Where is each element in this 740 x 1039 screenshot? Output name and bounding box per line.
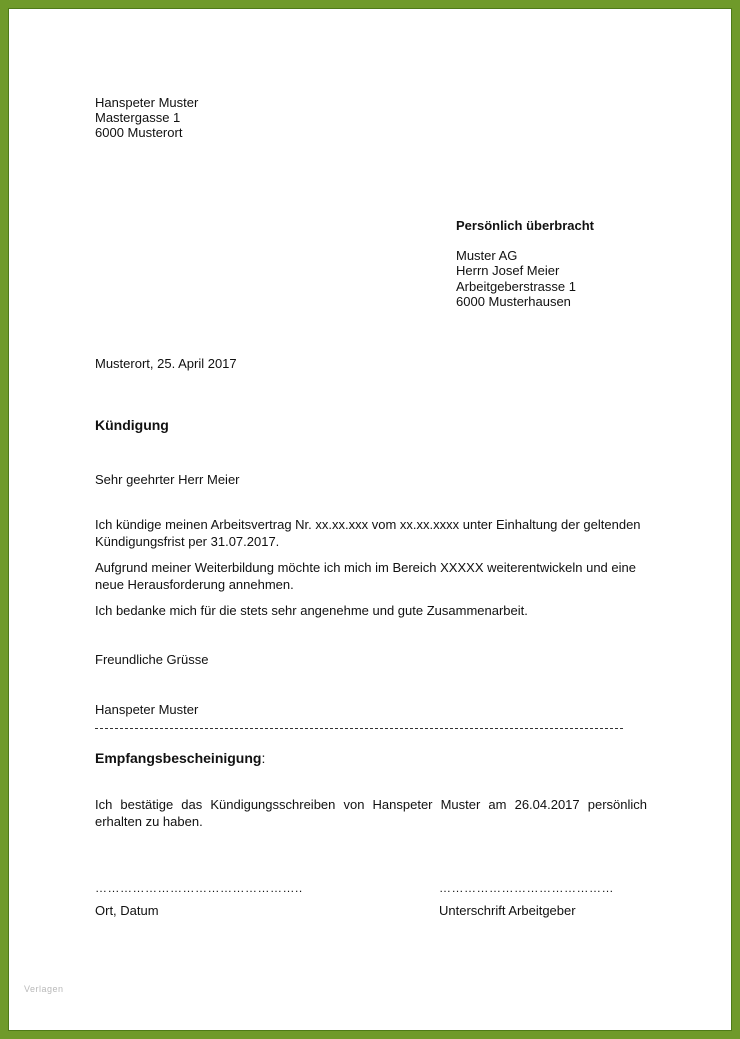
- body-paragraph-2: Aufgrund meiner Weiterbildung möchte ich mich im Bereich XXXXX weiterentwickeln und eine neue Herausforderung annehmen.: [95, 560, 636, 592]
- employer-signature-line: ……………………………………: [439, 881, 614, 895]
- place-date: Musterort, 25. April 2017: [95, 356, 237, 371]
- letter-subject: Kündigung: [95, 417, 169, 433]
- body-paragraph-3: Ich bedanke mich für die stets sehr angenehme und gute Zusammenarbeit.: [95, 603, 528, 618]
- closing: Freundliche Grüsse: [95, 652, 209, 667]
- body-paragraph-1: Ich kündige meinen Arbeitsvertrag Nr. xx.xx.xxx vom xx.xx.xxxx unter Einhaltung der geltenden Kündigungsfrist per 31.07.2017.: [95, 517, 641, 549]
- recipient-city: 6000 Musterhausen: [456, 294, 571, 309]
- receipt-heading: Empfangsbescheinigung: [95, 750, 262, 766]
- receipt-text: Ich bestätige das Kündigungsschreiben von Hanspeter Muster am 26.04.2017 persönlich erhalten zu haben.: [95, 797, 647, 829]
- receipt-heading-suffix: :: [261, 750, 266, 766]
- delivery-note: Persönlich überbracht: [456, 218, 594, 233]
- date-signature-line: …………………………………………..: [95, 881, 303, 895]
- sender-name: Hanspeter Muster: [95, 95, 199, 110]
- receipt-heading-row: [95, 750, 265, 766]
- place-date-label: Ort, Datum: [95, 903, 159, 918]
- employer-signature-label: Unterschrift Arbeitgeber: [439, 903, 576, 918]
- recipient-person: Herrn Josef Meier: [456, 263, 560, 278]
- sender-street: Mastergasse 1: [95, 110, 181, 125]
- sender-city: 6000 Musterort: [95, 125, 183, 140]
- recipient-company: Muster AG: [456, 248, 518, 263]
- cut-line: [95, 728, 623, 729]
- salutation: Sehr geehrter Herr Meier: [95, 472, 240, 487]
- watermark-text: Verlagen: [24, 984, 64, 994]
- signature-name: Hanspeter Muster: [95, 702, 199, 717]
- recipient-street: Arbeitgeberstrasse 1: [456, 279, 576, 294]
